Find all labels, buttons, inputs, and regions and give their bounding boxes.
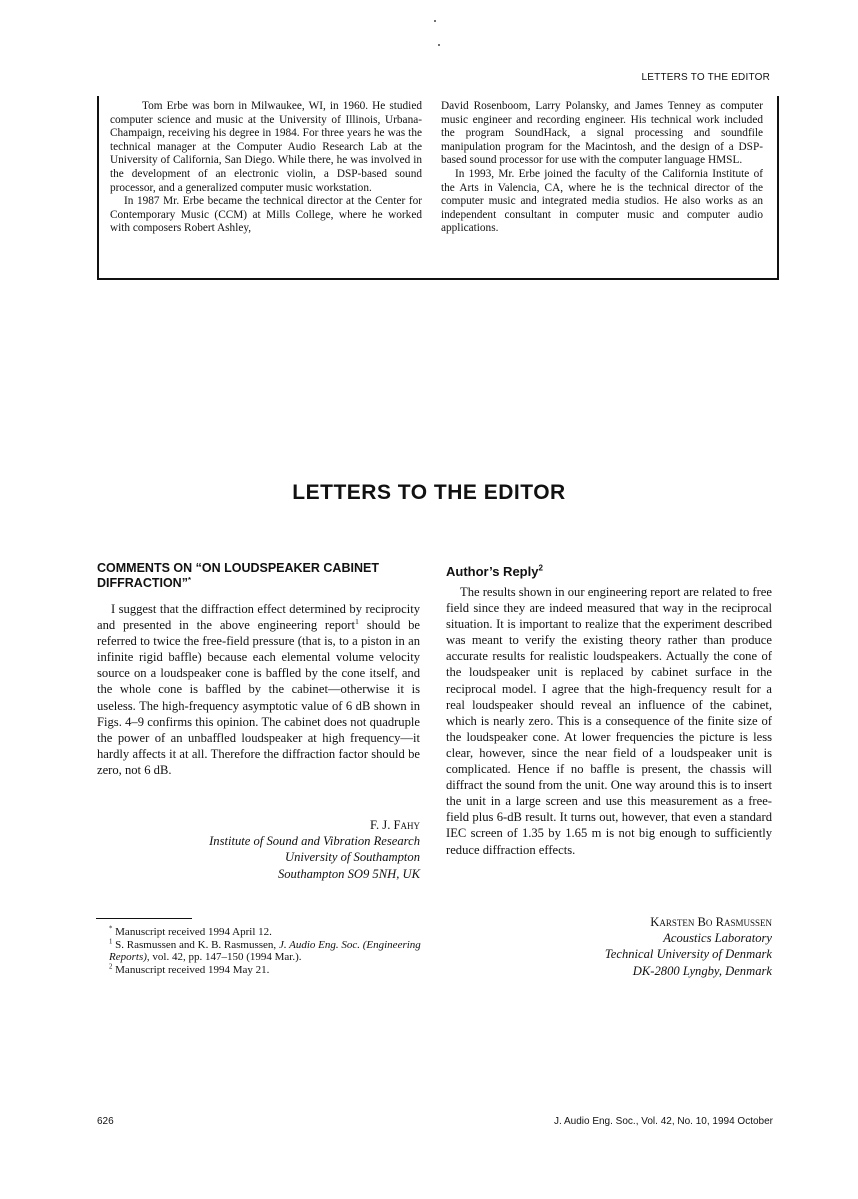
footnote-mark: 2	[109, 963, 113, 971]
footnote-mark: *	[187, 574, 191, 584]
letter-title-line2: DIFFRACTION”	[97, 576, 188, 590]
footnote-mark: *	[109, 925, 113, 933]
letter-text: I suggest that the diffraction effect determined by reciprocity and presented in the above engineering report	[97, 602, 420, 633]
footnote-ref: 1	[355, 616, 359, 626]
footnote-mark: 1	[109, 937, 113, 945]
bio-paragraph: In 1987 Mr. Erbe became the technical director at the Center for Contemporary Music (CCM) at Mills College, where he worked with composers Robert Ashley,	[110, 195, 422, 235]
bio-left-column	[110, 100, 422, 236]
reply-title-text: Author’s Reply	[446, 564, 539, 579]
journal-footer: J. Audio Eng. Soc., Vol. 42, No. 10, 1994 October	[553, 1116, 773, 1127]
reply-body	[446, 584, 772, 858]
bio-paragraph: Tom Erbe was born in Milwaukee, WI, in 1960. He studied computer science and music at the University of Illinois, Urbana-Champaign, receiving his degree in 1984. For three years he was the technical manager at the Computer Audio Research Lab at the University of California, San Diego. While there, he was involved in the development of an electronic violin, a DSP-based sound processor, and a generalized computer music workstation.	[110, 100, 422, 194]
reply-signature	[446, 914, 772, 979]
footnote-journal: J. Audio Eng. Soc. (Engineering Reports)	[109, 938, 421, 964]
footnotes	[97, 926, 425, 976]
footnote-rule	[96, 918, 192, 919]
signature-affiliation: Institute of Sound and Vibration Research	[209, 834, 420, 849]
letter-body	[97, 601, 420, 778]
letter-signature	[97, 817, 420, 882]
signature-affiliation: Technical University of Denmark	[604, 947, 772, 962]
scan-speck	[434, 20, 436, 22]
signature-name: Karsten Bo Rasmussen	[650, 915, 772, 929]
footnote-text: S. Rasmussen and K. B. Rasmussen,	[112, 938, 279, 951]
footnote-ref: 2	[538, 563, 543, 573]
page-number: 626	[97, 1116, 114, 1127]
signature-name: F. J. Fahy	[370, 818, 420, 832]
footnote-text: Manuscript received 1994 May 21.	[112, 963, 270, 976]
reply-text: The results shown in our engineering report are related to free field since they are indeed measured that way in the reciprocal situation. It is important to realize that the experiment described was meant to verify the existing theory rather than produce accurate results for realistic loudspeakers. Actually the cone of the loudspeaker unit is replaced by cabinet surface in the reciprocal model. I agree that the high-frequency result for a real loudspeaker should reveal an influence of the cabinet, which is nearly zero. This is a consequence of the finite size of the loudspeaker cone. At lower frequencies the picture is less clear, however, since the near field of a loudspeaker unit is complicated. Hence if no baffle is present, the chassis will diffract the sound from the unit. One way around this is to insert the unit in a large screen and use this measurement as a free-field plus 6-dB result. It turns out, however, that even a standard IEC screen of 1.35 by 1.65 m is not big enough to sufficiently reduce diffraction effects.	[446, 585, 772, 857]
letter-title-line1: COMMENTS ON “ON LOUDSPEAKER CABINET	[97, 561, 379, 575]
signature-affiliation: University of Southampton	[284, 850, 420, 865]
signature-affiliation: DK-2800 Lyngby, Denmark	[632, 963, 772, 978]
footnote-text: , vol. 42, pp. 147–150 (1994 Mar.).	[146, 951, 302, 964]
signature-affiliation: Southampton SO9 5NH, UK	[277, 866, 420, 881]
scan-speck	[438, 44, 440, 46]
signature-affiliation: Acoustics Laboratory	[663, 931, 772, 946]
bio-right-column	[441, 100, 763, 236]
reply-title	[446, 564, 776, 579]
bio-paragraph: David Rosenboom, Larry Polansky, and James Tenney as computer music engineer and recording engineer. His technical work included the program SoundHack, a signal processing and soundfile manipulation program for the Macintosh, and the design of a DSP-based sound processor for use with the computer language HMSL.	[441, 100, 763, 167]
section-title: LETTERS TO THE EDITOR	[292, 481, 566, 504]
running-head: LETTERS TO THE EDITOR	[641, 72, 770, 83]
footnote-text: Manuscript received 1994 April 12.	[112, 926, 272, 938]
letter-title	[97, 561, 427, 591]
letter-text: should be referred to twice the free-field pressure (that is, to a piston in an infinite rigid baffle) because each elemental volume velocity source on a loudspeaker cone is baffled by the cone itself, and the whole cone is baffled by the cabinet—otherwise it is useless. The high-frequency asymptotic value of 6 dB shown in Figs. 4–9 confirms this opinion. The cabinet does not quadruple the power of an unbaffled loudspeaker at high frequency—it hardly affects it at all. Therefore the diffraction factor should be zero, not 6 dB.	[97, 618, 420, 777]
bio-paragraph: In 1993, Mr. Erbe joined the faculty of the California Institute of the Arts in Valencia, CA, where he is the technical director of the computer music and integrated media studios. He also works as an independent consultant in computer music and computer audio applications.	[441, 167, 763, 235]
